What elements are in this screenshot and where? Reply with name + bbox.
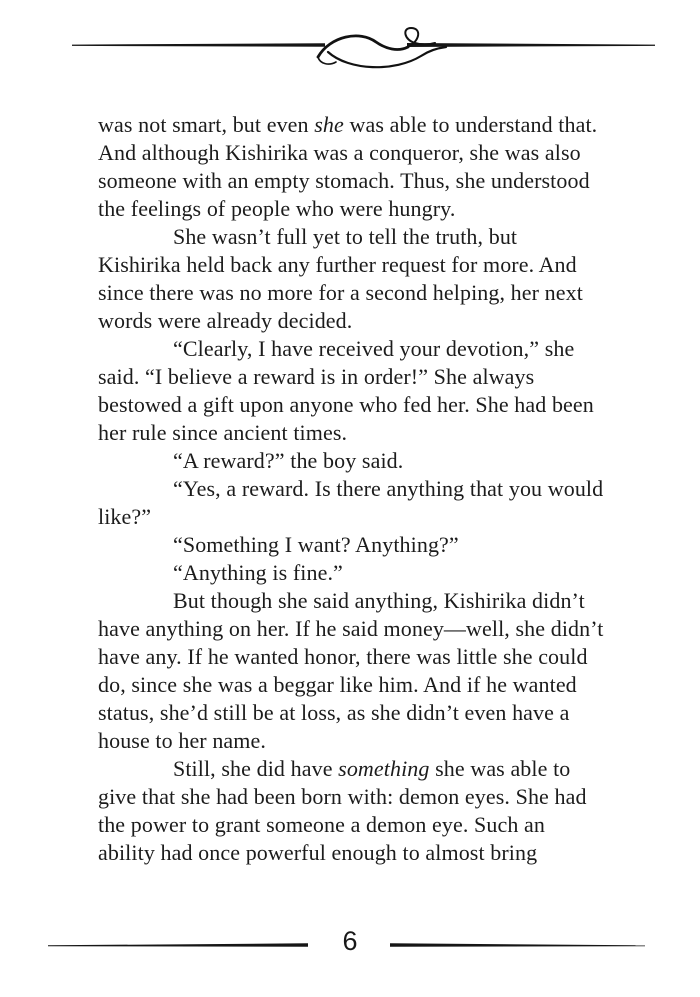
italic-text: she: [314, 112, 344, 137]
header-divider: [60, 16, 660, 76]
text-segment: was not smart, but even: [98, 112, 315, 137]
text-segment: “Anything is fine.”: [173, 560, 343, 585]
page-number: 6: [342, 926, 358, 956]
paragraph: [98, 559, 604, 587]
paragraph: [98, 111, 604, 223]
page-text: [98, 111, 604, 867]
text-segment: Still, she did have: [173, 756, 339, 781]
flourish-ornament-icon: [60, 16, 660, 76]
paragraph: [98, 587, 604, 755]
text-segment: “Something I want? Anything?”: [173, 532, 459, 557]
paragraph: [98, 475, 604, 531]
paragraph: [98, 531, 604, 559]
italic-text: something: [338, 756, 430, 781]
text-segment: “Yes, a reward. Is there anything that you would like?”: [98, 476, 604, 529]
text-segment: She wasn’t full yet to tell the truth, but Kishirika held back any further request for more. And since there was no more for a second helping, her next words were already decided.: [98, 224, 583, 333]
paragraph: [98, 755, 604, 867]
flourish-tail: [328, 47, 446, 67]
text-segment: “A reward?” the boy said.: [173, 448, 404, 473]
text-segment: But though she said anything, Kishirika didn’t have anything on her. If he said money—well, she didn’t have any. If he wanted honor, there was little she could do, since she was a beggar like him. And if he wanted status, she’d still be at loss, as she didn’t even have a house to her name.: [98, 588, 604, 753]
text-segment: “Clearly, I have received your devotion,” she said. “I believe a reward is in order!” She always bestowed a gift upon anyone who fed her. She had been her rule since ancient times.: [98, 336, 594, 445]
paragraph: [98, 447, 604, 475]
flourish-hook: [318, 57, 336, 64]
text-segment: was able to understand that. And although Kishirika was a conqueror, she was also someone with an empty stomach. Thus, she understood the feelings of people who were hungry.: [98, 112, 598, 221]
header-rule-left: [72, 43, 325, 47]
text-segment: she was able to give that she had been born with: demon eyes. She had the power to grant someone a demon eye. Such an ability had once powerful enough to almost bring: [98, 756, 587, 865]
paragraph: [98, 335, 604, 447]
paragraph: [98, 223, 604, 335]
